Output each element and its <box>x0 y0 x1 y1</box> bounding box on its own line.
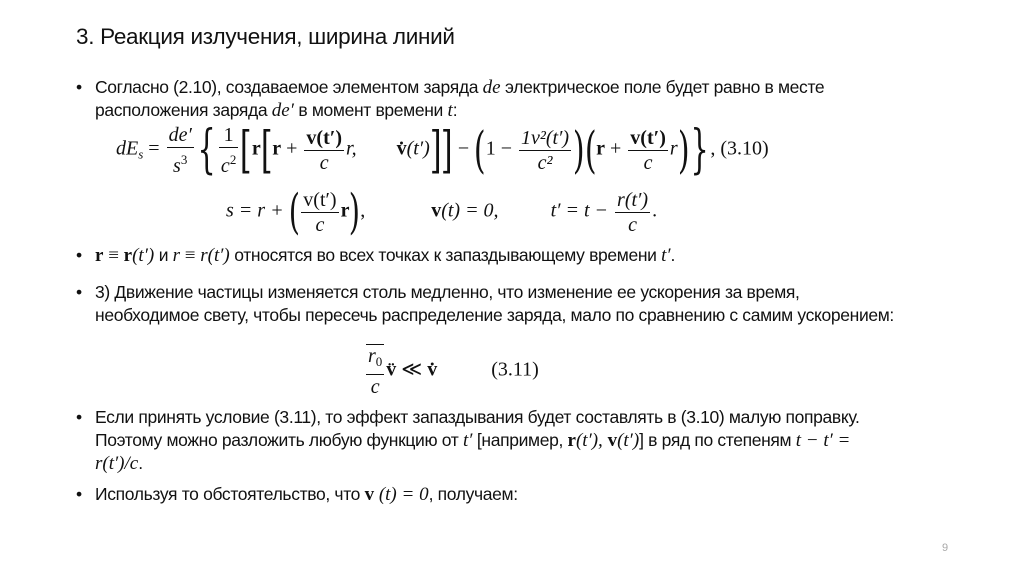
equation-label-3-11: (3.11) <box>491 358 539 381</box>
bullet-dot: • <box>76 245 82 265</box>
bullet-dot: • <box>76 77 82 97</box>
bullet-dot: • <box>76 407 82 427</box>
fraction-r-c: $\frac{r(t')}{c}$ <box>617 188 649 236</box>
bullet-dot: • <box>76 484 82 504</box>
fraction-1-c2: $\frac{1}{c^2}$ <box>220 123 237 177</box>
bullet-using-v-zero <box>76 483 895 506</box>
bracket-close-inner: ] <box>429 121 442 179</box>
brace-close: } <box>690 120 709 180</box>
bracket-open: [ <box>240 121 252 179</box>
math-de: de <box>482 77 501 98</box>
fraction-v2-c2: $\frac{\text{1v²(t′)}}{\text{c²}}$ <box>520 126 570 174</box>
bullet-text: r ≡ r(t′) и r ≡ r(t′) относятся во всех точках к запаздывающему времени t′. <box>95 245 676 266</box>
bullet-field-statement <box>76 76 895 122</box>
equation-label-3-10: , (3.10) <box>710 137 769 160</box>
fraction-de-s3: $\frac{de'}{s^3}$ <box>168 123 192 177</box>
equation-3-11: $\frac{r_0}{c}$ v̈ ≪ v̇ (3.11) <box>368 345 539 398</box>
equation-aux-definitions: s = r + ( $\frac{v(t')}{c}$ r), v(t) = 0, t′ = t − $\frac{r(t')}{c}$ . <box>226 184 658 240</box>
brace-open: { <box>197 120 216 180</box>
paren-open: ( <box>474 121 486 179</box>
paren-open-s: ( <box>288 184 300 240</box>
fraction-r0-c: $\frac{r_0}{c}$ <box>368 345 383 398</box>
bullet-slow-motion-condition <box>76 281 895 327</box>
math-t: t <box>447 100 453 121</box>
bullet-text: Если принять условие (3.11), то эффект запаздывания будет составлять в (3.10) малую поправку. Поэтому можно разложить любую функцию от t′ [например, r(t′), v(t′)] в ряд по степеням t − t′ = r(t′)/c. <box>95 407 860 474</box>
bullet-retarded-time <box>76 244 895 267</box>
fraction-v-c-2: $\frac{v(t')}{c}$ <box>630 126 666 174</box>
paren-close: ) <box>572 121 585 179</box>
bracket-close: ] <box>441 121 453 179</box>
bullet-retardation-correction <box>76 406 895 475</box>
equation-3-10: $dE_s$ = $\frac{de'}{s^3}$ { $\frac{1}{c^2}$ [r[r + $\frac{v(t')}{c}$ r, v̇(t′)]] − (1 − $\frac{\text{1v²(t′)}}{\text{c²}}$ )(r + $\frac{v(t')}{c}$ r)}, (3.10) <box>116 120 769 180</box>
fraction-v-c: $\frac{v(t')}{c}$ <box>306 126 343 174</box>
math-de-prime: de′ <box>271 100 294 121</box>
paren-close-s: ) <box>349 184 361 240</box>
page-number: 9 <box>942 542 949 554</box>
fraction-v-c-s: $\frac{v(t')}{c}$ <box>303 188 337 236</box>
bullet-text: Согласно (2.10), создаваемое элементом заряда de электрическое поле будет равно в месте расположения заряда de′ в момент времени t: <box>95 77 825 121</box>
bullet-text: Используя то обстоятельство, что v (t) = 0, получаем: <box>95 484 518 505</box>
paren-open-2: ( <box>584 121 597 179</box>
bullet-dot: • <box>76 282 82 302</box>
bullet-text: 3) Движение частицы изменяется столь медленно, что изменение ее ускорения за время, необходимое свету, чтобы пересечь распределение заряда, мало по сравнению с самим ускорением: <box>95 282 894 325</box>
slide-title: 3. Реакция излучения, ширина линий <box>76 24 455 49</box>
bracket-open-inner: [ <box>260 121 273 179</box>
paren-close-2: ) <box>677 121 690 179</box>
